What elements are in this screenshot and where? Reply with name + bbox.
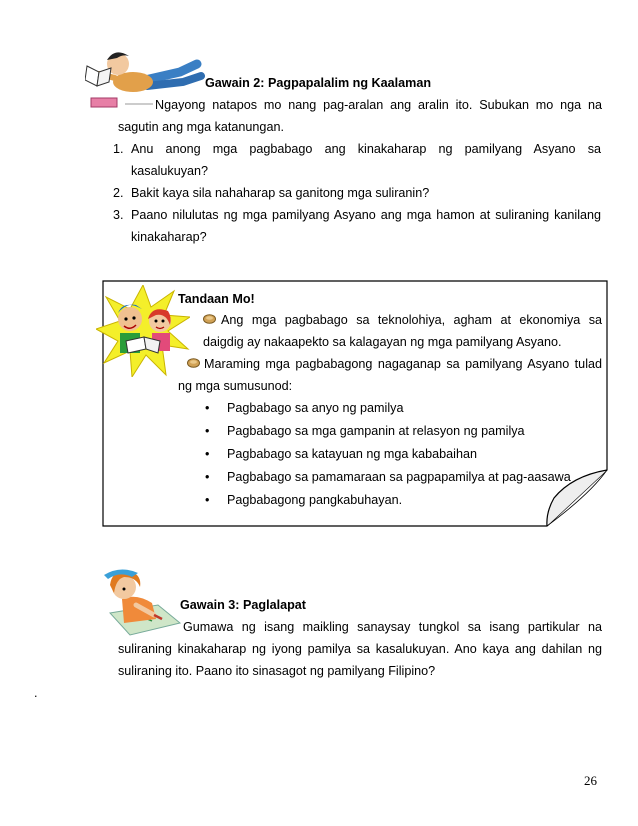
question-item — [113, 138, 601, 182]
gawain3-body: Gumawa ng isang maikling sanaysay tungkol sa isang partikular na suliraning kinakaharap ng iyong pamilya sa kasalukuyan. Ano kaya ang dahilan ng suliraning ito. Paano ito sinasagot ng pamilyang Filipino? — [118, 620, 602, 678]
list-item-text: Pagbabago sa anyo ng pamilya — [227, 401, 404, 415]
tandaan-point-2: Maraming mga pagbabagong nagaganap sa pamilyang Asyano tulad ng mga sumusunod: — [178, 357, 602, 393]
stray-period-mark: . — [34, 686, 38, 700]
question-item — [113, 182, 601, 204]
question-item — [113, 204, 601, 248]
tandaan-title: Tandaan Mo! — [178, 292, 255, 306]
tandaan-point-1: Ang mga pagbabago sa teknolohiya, agham at ekonomiya sa daigdig ay nakaapekto sa kalagayan ng mga pamilyang Asyano. — [203, 313, 602, 349]
list-item-text: Pagbabago sa mga gampanin at relasyon ng pamilya — [227, 424, 525, 438]
bullet-icon: • — [205, 493, 210, 507]
gawain2-intro: Ngayong natapos mo nang pag-aralan ang aralin ito. Subukan mo nga na sagutin ang mga katanungan. — [118, 98, 602, 134]
question-text: Paano nilulutas ng mga pamilyang Asyano ang mga hamon at suliraning kanilang kinakaharap? — [131, 208, 601, 244]
list-item-text: Pagbabago sa katayuan ng mga kababaihan — [227, 447, 477, 461]
bullet-icon: • — [205, 447, 210, 461]
list-item-text: Pagbabagong pangkabuhayan. — [227, 493, 403, 507]
page-number: 26 — [584, 773, 597, 788]
question-number: 2. — [113, 186, 124, 200]
gawain2-title: Gawain 2: Pagpapalalim ng Kaalaman — [205, 76, 432, 90]
gawain3-title: Gawain 3: Paglalapat — [180, 598, 306, 612]
bullet-icon: • — [205, 470, 210, 484]
kids-reading-starburst-illustration — [96, 285, 190, 377]
question-text: Bakit kaya sila nahaharap sa ganitong mga suliranin? — [131, 186, 430, 200]
question-text: Anu anong mga pagbabago ang kinakaharap ng pamilyang Asyano sa kasalukuyan? — [131, 142, 601, 178]
bullet-icon: • — [205, 401, 210, 415]
bullet-icon: • — [205, 424, 210, 438]
question-number: 1. — [113, 142, 124, 156]
list-item-text: Pagbabago sa pamamaraan sa pagpapamilya at pag-aasawa — [227, 470, 571, 484]
question-number: 3. — [113, 208, 124, 222]
